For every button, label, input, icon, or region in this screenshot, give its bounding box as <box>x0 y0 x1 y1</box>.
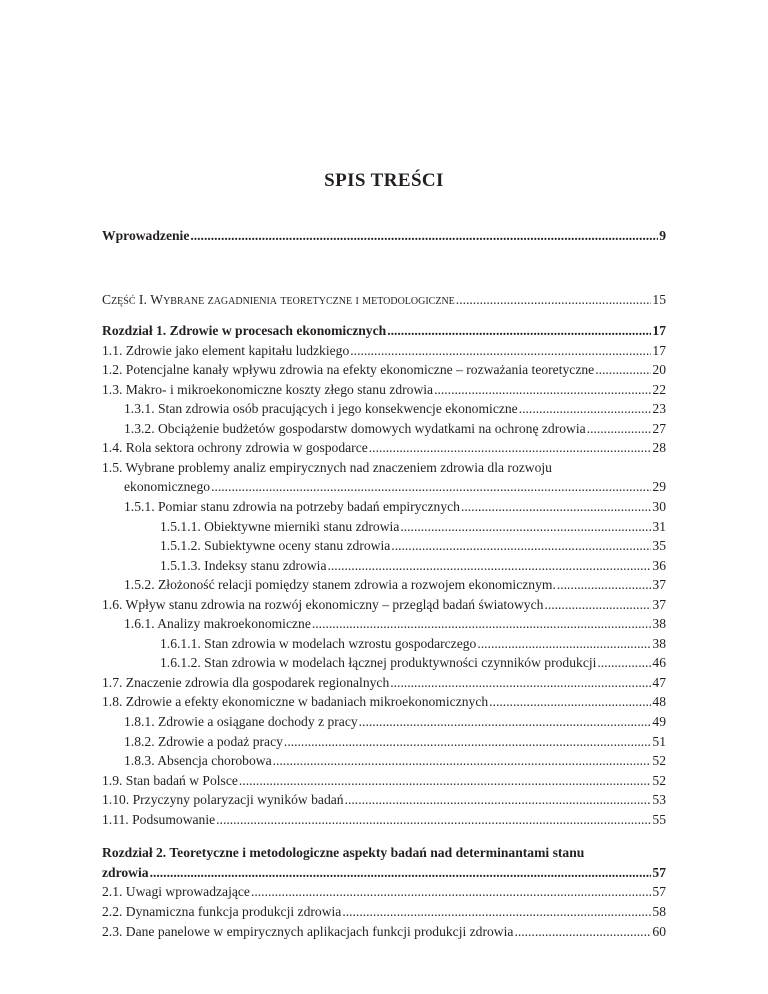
toc-page-number: 52 <box>652 753 666 769</box>
toc-page-number: 17 <box>652 323 666 339</box>
toc-page-number: 58 <box>652 903 666 919</box>
toc-entry-chapter-1[interactable] <box>102 321 666 341</box>
toc-entry[interactable] <box>102 360 666 380</box>
toc-entry[interactable] <box>102 771 666 791</box>
dot-leader <box>391 536 651 556</box>
toc-entry-label: 1.1. Zdrowie jako element kapitału ludzkiego <box>102 342 350 358</box>
toc-entry-line[interactable]: 1.5. Wybrane problemy analiz empirycznych nad znaczeniem zdrowia dla rozwoju <box>102 459 552 475</box>
toc-page-number: 52 <box>652 772 666 788</box>
dot-leader <box>477 634 651 654</box>
toc-page-number: 29 <box>652 479 666 495</box>
toc-entry[interactable] <box>102 380 666 400</box>
dot-leader <box>489 692 651 712</box>
toc-page-number: 55 <box>652 811 666 827</box>
dot-leader <box>312 614 652 634</box>
toc-entry[interactable] <box>102 497 666 517</box>
dot-leader <box>390 673 651 693</box>
toc-entry-label: 1.5.2. Złożoność relacji pomiędzy stanem zdrowia a rozwojem ekonomicznym. <box>124 577 556 593</box>
toc-page-number: 57 <box>652 864 666 880</box>
chapter-title: zdrowia <box>102 864 149 880</box>
toc-page-number: 49 <box>652 714 666 730</box>
toc-page-number: 51 <box>652 733 666 749</box>
toc-entry-label: 1.8.2. Zdrowie a podaż pracy <box>124 733 283 749</box>
toc-entry[interactable] <box>102 692 666 712</box>
toc-entry-label: 1.8.1. Zdrowie a osiągane dochody z pracy <box>124 714 358 730</box>
toc-entry-intro[interactable] <box>102 226 666 246</box>
toc-entry-label: 1.7. Znaczenie zdrowia dla gospodarek regionalnych <box>102 674 390 690</box>
toc-entry-label: Wprowadzenie <box>102 228 190 243</box>
toc-page-number: 22 <box>652 381 666 397</box>
toc-entry-chapter-2-line[interactable]: Rozdział 2. Teoretyczne i metodologiczne aspekty badań nad determinantami stanu <box>102 845 585 861</box>
toc-entry-label: 1.2. Potencjalne kanały wpływu zdrowia na efekty ekonomiczne – rozważania teoretyczne <box>102 362 595 378</box>
toc-entry-label: 1.6.1.2. Stan zdrowia w modelach łącznej produktywności czynników produkcji <box>160 655 597 671</box>
toc-entry[interactable] <box>102 595 666 615</box>
dot-leader <box>251 882 651 902</box>
toc-entry[interactable] <box>102 556 666 576</box>
dot-leader <box>284 732 651 752</box>
toc-page-number: 9 <box>659 228 666 243</box>
dot-leader <box>345 790 652 810</box>
toc-entry-label: 1.5.1.3. Indeksy stanu zdrowia <box>160 557 327 573</box>
dot-leader <box>587 419 652 439</box>
toc-entry[interactable] <box>102 575 666 595</box>
toc-entry[interactable] <box>102 810 666 830</box>
toc-entry-label: 1.8. Zdrowie a efekty ekonomiczne w badaniach mikroekonomicznych <box>102 694 489 710</box>
toc-entry[interactable] <box>102 712 666 732</box>
part-title: Wybrane zagadnienia teoretyczne i metodologiczne <box>150 291 455 307</box>
dot-leader <box>514 922 651 942</box>
dot-leader <box>350 341 651 361</box>
toc-entry[interactable] <box>102 902 666 922</box>
dot-leader <box>400 517 651 537</box>
toc-entry[interactable] <box>102 477 666 497</box>
toc-entry-label: 1.6. Wpływ stanu zdrowia na rozwój ekonomiczny – przegląd badań światowych <box>102 596 544 612</box>
toc-page-number: 47 <box>652 674 666 690</box>
toc-entry-label: 1.3.1. Stan zdrowia osób pracujących i jego konsekwencje ekonomiczne <box>124 401 518 417</box>
dot-leader <box>597 653 651 673</box>
dot-leader <box>557 575 652 595</box>
part-prefix: Część I. <box>102 291 147 307</box>
toc-entry[interactable] <box>102 419 666 439</box>
dot-leader <box>595 360 651 380</box>
toc-entry[interactable] <box>102 517 666 537</box>
toc-entry-label: 1.5.1.2. Subiektywne oceny stanu zdrowia <box>160 538 391 554</box>
dot-leader <box>369 438 652 458</box>
toc-entry-label: 1.3.2. Obciążenie budżetów gospodarstw domowych wydatkami na ochronę zdrowia <box>124 420 586 436</box>
dot-leader <box>387 321 651 341</box>
chapter-title: Rozdział 1. Zdrowie w procesach ekonomicznych <box>102 323 387 339</box>
toc-entry-chapter-2[interactable] <box>102 863 666 883</box>
toc-entry[interactable] <box>102 341 666 361</box>
toc-page-number: 57 <box>652 884 666 900</box>
toc-entry[interactable] <box>102 653 666 673</box>
toc-entry-label: 1.3. Makro- i mikroekonomiczne koszty złego stanu zdrowia <box>102 381 434 397</box>
toc-entry-label: 2.3. Dane panelowe w empirycznych aplikacjach funkcji produkcji zdrowia <box>102 923 514 939</box>
toc-entry-label: ekonomicznego <box>124 479 211 495</box>
dot-leader <box>544 595 651 615</box>
toc-entry-label: 1.9. Stan badań w Polsce <box>102 772 238 788</box>
toc-page-number: 37 <box>652 577 666 593</box>
toc-entry[interactable] <box>102 634 666 654</box>
toc-page-number: 15 <box>652 291 666 307</box>
toc-page-number: 37 <box>652 596 666 612</box>
toc-page-number: 35 <box>652 538 666 554</box>
toc-page-number: 53 <box>652 792 666 808</box>
dot-leader <box>342 902 651 922</box>
toc-entry-part-1[interactable] <box>102 290 666 310</box>
toc-page-number: 46 <box>652 655 666 671</box>
dot-leader <box>328 556 652 576</box>
dot-leader <box>273 751 652 771</box>
toc-entry[interactable] <box>102 790 666 810</box>
dot-leader <box>519 399 652 419</box>
toc-page-number: 38 <box>652 635 666 651</box>
toc-entry-label: 1.8.3. Absencja chorobowa <box>124 753 272 769</box>
toc-entry[interactable] <box>102 614 666 634</box>
dot-leader <box>216 810 651 830</box>
toc-page-number: 23 <box>652 401 666 417</box>
toc-entry[interactable] <box>102 438 666 458</box>
toc-page-number: 28 <box>652 440 666 456</box>
table-of-contents <box>102 226 666 941</box>
toc-entry-label: 2.1. Uwagi wprowadzające <box>102 884 250 900</box>
toc-entry[interactable] <box>102 922 666 942</box>
toc-page-number: 38 <box>652 616 666 632</box>
toc-entry-label: 1.5.1.1. Obiektywne mierniki stanu zdrowia <box>160 518 400 534</box>
toc-entry-label: 1.5.1. Pomiar stanu zdrowia na potrzeby badań empirycznych <box>124 499 460 515</box>
toc-entry[interactable] <box>102 732 666 752</box>
toc-entry[interactable] <box>102 536 666 556</box>
toc-page-number: 31 <box>652 518 666 534</box>
toc-page-number: 27 <box>652 420 666 436</box>
toc-page-number: 20 <box>652 362 666 378</box>
dot-leader <box>239 771 651 791</box>
toc-entry[interactable] <box>102 399 666 419</box>
dot-leader <box>461 497 651 517</box>
toc-entry-label: 1.6.1.1. Stan zdrowia w modelach wzrostu gospodarczego <box>160 635 477 651</box>
toc-page-number: 36 <box>652 557 666 573</box>
toc-page-number: 60 <box>652 923 666 939</box>
toc-entry-label: 1.10. Przyczyny polaryzacji wyników badań <box>102 792 344 808</box>
dot-leader <box>190 226 658 246</box>
dot-leader <box>359 712 652 732</box>
toc-entry-label: 1.6.1. Analizy makroekonomiczne <box>124 616 311 632</box>
toc-entry[interactable] <box>102 882 666 902</box>
dot-leader <box>150 863 652 883</box>
toc-entry[interactable] <box>102 673 666 693</box>
toc-entry-label: 1.11. Podsumowanie <box>102 811 216 827</box>
dot-leader <box>434 380 651 400</box>
page-title: SPIS TREŚCI <box>324 170 444 191</box>
toc-page-number: 17 <box>652 342 666 358</box>
dot-leader <box>456 290 652 310</box>
dot-leader <box>211 477 651 497</box>
toc-page-number: 30 <box>652 499 666 515</box>
toc-entry-label: 1.4. Rola sektora ochrony zdrowia w gospodarce <box>102 440 368 456</box>
toc-entry[interactable] <box>102 751 666 771</box>
toc-page-number: 48 <box>652 694 666 710</box>
toc-entry-label: 2.2. Dynamiczna funkcja produkcji zdrowia <box>102 903 342 919</box>
